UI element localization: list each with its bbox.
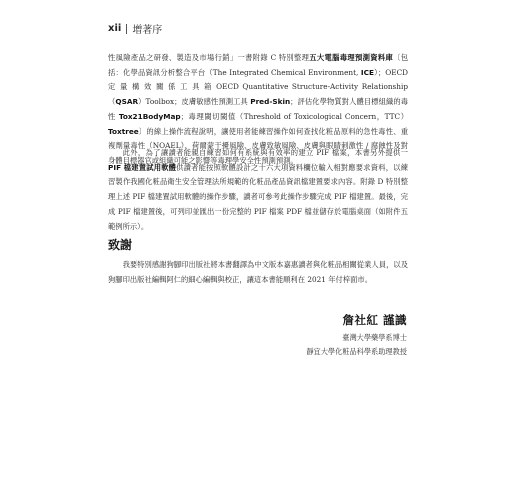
bold-term: ICE xyxy=(360,67,374,77)
acknowledgement-paragraph: 我要特別感謝狗腳印出版社將本書翻譯為中文版本嘉惠讀者與化粧品相關從業人員，以及狗腳印出版社編輯阿仁的細心編輯與校正，讓這本書能順利在 2021 年付梓面市。 xyxy=(108,260,408,284)
text-span: 供讀者能按照軟體設計之十六大項資料欄位輸入相對應要求資料，以練習製作我國化粧品衛生安全管理法所規範的化粧品產品資訊檔建置要求內容。附錄 D 特別整理上述 PIF 檔建置試用軟體的操作步驟，讀者可參考此操作步驟完成 PIF 檔建置。最後，完成 PIF 檔建置後，可列印並匯出一份完整的 PIF 檔案 PDF 檔並儲存於電腦桌面（如附件五範例所示）。 xyxy=(108,162,408,231)
bold-term: Tox21BodyMap xyxy=(118,111,181,121)
header-divider xyxy=(126,24,127,34)
text-span: ；評估化學物質對人體目標組織的毒性 xyxy=(108,97,408,121)
bold-term: PIF 檔建置試用軟體 xyxy=(108,162,177,172)
acknowledgement-heading: 致謝 xyxy=(108,238,133,252)
text-span: 〔包括：化學品資訊分析整合平台（The Integrated Chemical Environment, xyxy=(108,53,409,77)
bold-term: QSAR xyxy=(115,97,139,107)
bold-term: 五大電腦毒理預測資料庫 xyxy=(309,53,394,62)
text-span: ；毒理閾切閾值（Threshold of Toxicological Concern，TTC） xyxy=(180,111,408,121)
signature-title-2: 靜宜大學化粧品科學系助理教授 xyxy=(306,347,407,356)
text-span: 性風險產品之研發、製造及市場行銷」一書附錄 C 特別整理 xyxy=(108,53,310,62)
text-span: 此外，為了讓讀者能親自練習如何有系統與有效率的建立 PIF 檔案，本書另外提供一 xyxy=(122,148,408,157)
text-span: ）Toolbox；皮膚敏感性預測工具 xyxy=(138,97,248,107)
bold-term: Toxtree xyxy=(108,126,139,136)
bold-term: Pred-Skin xyxy=(250,97,291,107)
section-title: 增著序 xyxy=(132,25,163,36)
page-number: xii xyxy=(108,23,122,34)
signature-name: 詹社紅 謹識 xyxy=(342,313,407,327)
signature-title-1: 臺灣大學藥學系博士 xyxy=(342,333,407,342)
text-span: 〕的線上操作流程說明，讓使用者能練習操作如何查找化粧品原料的急性毒性、重複劑量毒性（NOAEL）、荷爾蒙干擾風險、皮膚致敏風險、皮膚與眼睛刺激性 / 腐蝕性及對身體目標器官或組織可能之影響等毒理學安全性預測預測。 xyxy=(108,126,408,165)
paragraph-pif-software xyxy=(108,146,408,234)
text-span: ）；OECD 定 量 構 效 關 係 工 具 箱 OECD Quantitative Structure-Activity Relationship（ xyxy=(108,67,409,107)
page-header xyxy=(108,21,162,36)
